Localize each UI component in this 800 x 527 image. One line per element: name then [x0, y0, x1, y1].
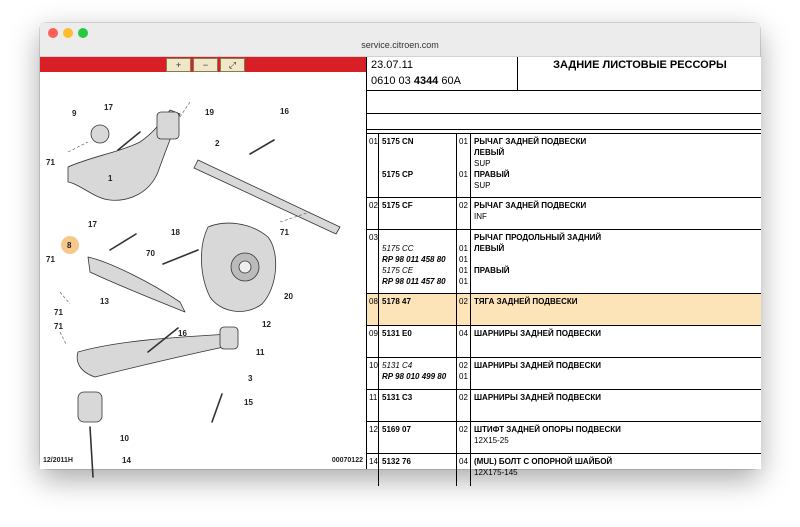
bolt-part-18	[163, 250, 198, 264]
callout: 19	[205, 108, 214, 117]
part-number: 5131 C3	[382, 393, 413, 402]
item-number: 08	[369, 297, 378, 306]
description: ЛЕВЫЙ	[474, 148, 505, 157]
bushing-part-11	[220, 327, 238, 349]
quantity: 02	[459, 393, 468, 402]
item-number: 12	[369, 425, 378, 434]
description: ШАРНИРЫ ЗАДНЕЙ ПОДВЕСКИ	[474, 361, 602, 370]
item-number: 02	[369, 201, 378, 210]
quantity: 01	[459, 255, 468, 264]
description: РЫЧАГ ЗАДНЕЙ ПОДВЕСКИ	[474, 137, 587, 146]
part-number: 5169 07	[382, 425, 411, 434]
table-row[interactable]	[367, 325, 761, 358]
catalog-date: 23.07.11	[371, 59, 414, 71]
catalog-reference: 0610 03 4344 60A	[371, 75, 461, 87]
bushing-part-9	[91, 125, 109, 143]
callout: 8	[67, 241, 72, 250]
callout: 9	[72, 109, 77, 118]
description: ШТИФТ ЗАДНЕЙ ОПОРЫ ПОДВЕСКИ	[474, 425, 621, 434]
quantity: 01	[459, 137, 468, 146]
callout: 13	[100, 297, 109, 306]
quantity: 01	[459, 244, 468, 253]
quantity: 01	[459, 277, 468, 286]
callout: 15	[244, 398, 253, 407]
browser-window	[40, 23, 760, 477]
table-row[interactable]	[367, 197, 761, 230]
part-number: 5178 47	[382, 297, 411, 306]
callout: 71	[280, 228, 289, 237]
table-row[interactable]	[367, 229, 761, 294]
description: РЫЧАГ ЗАДНЕЙ ПОДВЕСКИ	[474, 201, 587, 210]
callout: 14	[122, 456, 131, 465]
close-button[interactable]	[48, 28, 58, 38]
callout: 17	[104, 103, 113, 112]
callout: 12	[262, 320, 271, 329]
callout: 71	[54, 322, 63, 331]
quantity: 01	[459, 170, 468, 179]
callout: 3	[248, 374, 253, 383]
quantity: 02	[459, 425, 468, 434]
item-number: 14	[369, 457, 378, 466]
callout: 1	[108, 174, 113, 183]
item-number: 01	[369, 137, 378, 146]
callout: 17	[88, 220, 97, 229]
quantity: 02	[459, 201, 468, 210]
description: ШАРНИРЫ ЗАДНЕЙ ПОДВЕСКИ	[474, 329, 602, 338]
quantity: 01	[459, 266, 468, 275]
callout: 71	[46, 158, 55, 167]
rod-part-2	[194, 160, 340, 234]
item-number: 11	[369, 393, 378, 402]
part-number: 5131 E0	[382, 329, 412, 338]
minimize-button[interactable]	[63, 28, 73, 38]
bolt-part-14	[90, 427, 93, 477]
diagram-code-right: 00070122	[331, 457, 363, 464]
url-label: service.citroen.com	[361, 40, 439, 50]
lower-arm-part	[77, 334, 238, 377]
description: ШАРНИРЫ ЗАДНЕЙ ПОДВЕСКИ	[474, 393, 602, 402]
zoom-out-icon[interactable]: −	[193, 58, 218, 72]
callout: 20	[284, 292, 293, 301]
diagram-panel	[40, 57, 366, 469]
maximize-button[interactable]	[78, 28, 88, 38]
table-row[interactable]	[367, 453, 761, 486]
quantity: 04	[459, 329, 468, 338]
quantity: 04	[459, 457, 468, 466]
callout: 11	[256, 348, 265, 357]
part-number: 5175 CF	[382, 201, 413, 210]
part-number: 5132 76	[382, 457, 411, 466]
diagram-toolbar	[40, 57, 366, 72]
parts-panel	[366, 57, 761, 477]
part-number: RP 98 011 458 80	[382, 255, 446, 264]
item-number: 09	[369, 329, 378, 338]
callout: 18	[171, 228, 180, 237]
bolt-part-15	[212, 394, 222, 422]
table-row[interactable]	[367, 389, 761, 422]
description: ПРАВЫЙ	[474, 170, 510, 179]
item-number: 10	[369, 361, 378, 370]
callout: 2	[215, 139, 220, 148]
quantity: 01	[459, 372, 468, 381]
table-row[interactable]	[367, 421, 761, 454]
description: (MUL) БОЛТ С ОПОРНОЙ ШАЙБОЙ	[474, 457, 613, 466]
description: РЫЧАГ ПРОДОЛЬНЫЙ ЗАДНИЙ	[474, 233, 602, 242]
part-number: 5131 C4	[382, 361, 413, 370]
bolt-part-16	[250, 140, 274, 154]
description: SUP	[474, 181, 491, 190]
description: SUP	[474, 159, 491, 168]
quantity: 02	[459, 297, 468, 306]
description: ЛЕВЫЙ	[474, 244, 505, 253]
callout: 71	[54, 308, 63, 317]
callout: 70	[146, 249, 155, 258]
callout: 16	[178, 329, 187, 338]
description: INF	[474, 212, 487, 221]
title-bar	[40, 23, 760, 57]
description: 12X15-25	[474, 436, 509, 445]
bushing-part-19	[157, 112, 179, 139]
description: 12X175-145	[474, 468, 518, 477]
suspension-diagram[interactable]	[40, 72, 366, 469]
description: ПРАВЫЙ	[474, 266, 510, 275]
zoom-fit-icon[interactable]: ⤢	[220, 58, 245, 72]
item-number: 03	[369, 233, 378, 242]
diagram-code-left: 12/2011H	[43, 457, 73, 464]
part-number: 5175 CN	[382, 137, 414, 146]
part-number: RP 98 010 499 80	[382, 372, 447, 381]
page-title: ЗАДНИЕ ЛИСТОВЫЕ РЕССОРЫ	[553, 59, 727, 71]
part-number: 5175 CE	[382, 266, 414, 275]
callout: 71	[46, 255, 55, 264]
quantity: 02	[459, 361, 468, 370]
table-row[interactable]	[367, 293, 761, 326]
bolt-part-17b	[110, 234, 136, 250]
table-row[interactable]	[367, 357, 761, 390]
zoom-in-icon[interactable]: +	[166, 58, 191, 72]
part-number: 5175 CP	[382, 170, 414, 179]
description: ТЯГА ЗАДНЕЙ ПОДВЕСКИ	[474, 297, 578, 306]
callout: 16	[280, 107, 289, 116]
callout: 10	[120, 434, 129, 443]
part-number: RP 98 011 457 80	[382, 277, 446, 286]
table-row[interactable]	[367, 133, 761, 198]
bushing-part-10	[78, 392, 102, 422]
part-number: 5175 CC	[382, 244, 414, 253]
